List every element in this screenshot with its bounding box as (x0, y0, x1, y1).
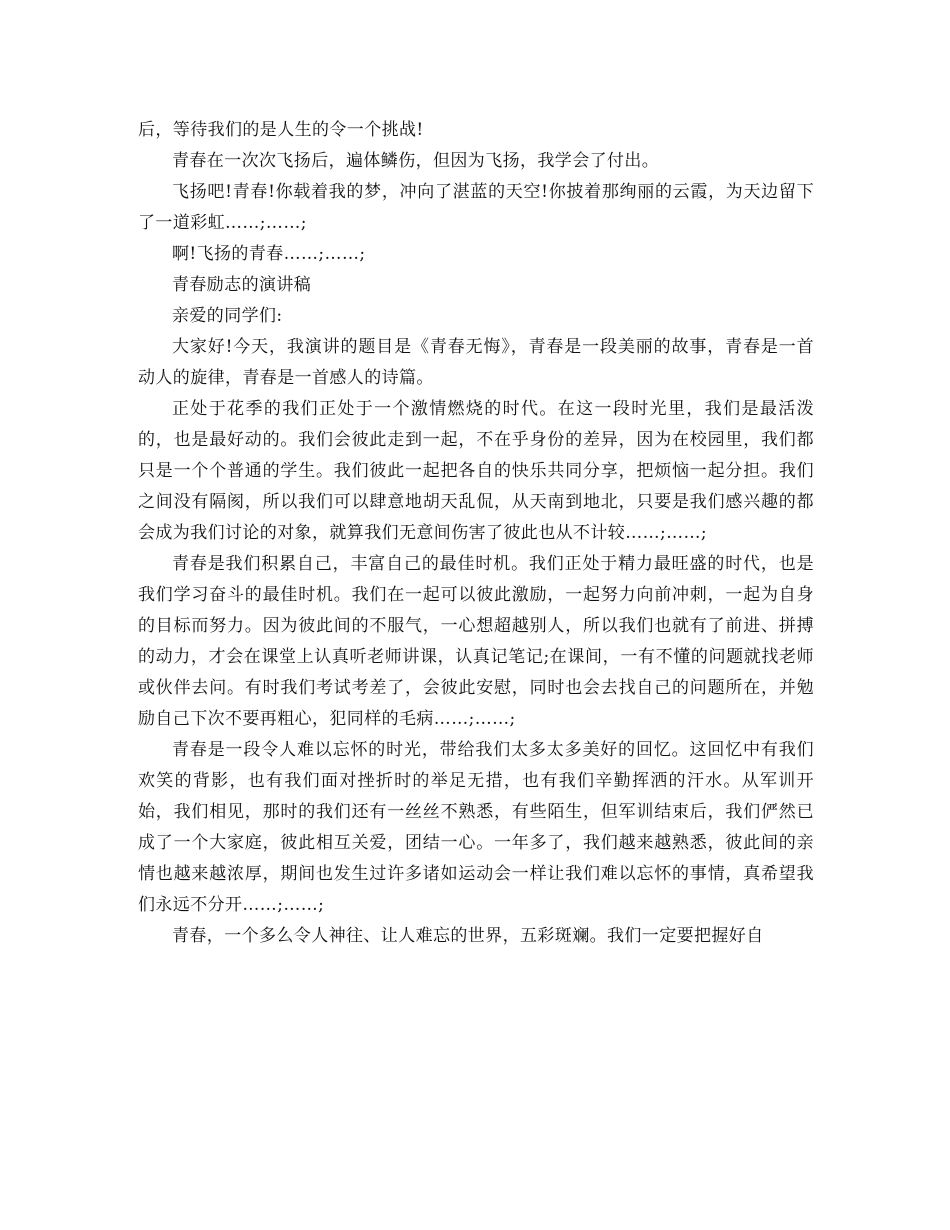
paragraph: 正处于花季的我们正处于一个激情燃烧的时代。在这一段时光里，我们是最活泼的，也是最好动的。我们会彼此走到一起，不在乎身份的差异，因为在校园里，我们都只是一个个普通的学生。我们彼此一起把各自的快乐共同分享，把烦恼一起分担。我们之间没有隔阂，所以我们可以肆意地胡天乱侃，从天南到地北，只要是我们感兴趣的都会成为我们讨论的对象，就算我们无意间伤害了彼此也从不计较……;……; (138, 399, 814, 543)
paragraph: 青春是我们积累自己，丰富自己的最佳时机。我们正处于精力最旺盛的时代，也是我们学习奋斗的最佳时机。我们在一起可以彼此激励，一起努力向前冲刺，一起为自身的目标而努力。因为彼此间的不服气，一心想超越别人，所以我们也就有了前进、拼搏的动力，才会在课堂上认真听老师讲课，认真记笔记;在课间，一有不懂的问题就找老师或伙伴去问。有时我们考试考差了，会彼此安慰，同时也会去找自己的问题所在，并勉励自己下次不要再粗心，犯同样的毛病……;……; (138, 554, 814, 729)
paragraph: 青春，一个多么令人神往、让人难忘的世界，五彩斑斓。我们一定要把握好自 (172, 926, 764, 946)
document-body (138, 115, 814, 952)
salutation: 亲爱的同学们: (172, 306, 283, 326)
section-title: 青春励志的演讲稿 (172, 275, 312, 295)
paragraph: 啊!飞扬的青春……;……; (172, 244, 366, 264)
paragraph: 飞扬吧!青春!你载着我的梦，冲向了湛蓝的天空!你披着那绚丽的云霞，为天边留下了一道彩虹……;……; (138, 182, 814, 233)
paragraph-continuation: 后，等待我们的是人生的令一个挑战! (138, 120, 424, 140)
paragraph: 青春在一次次飞扬后，遍体鳞伤，但因为飞扬，我学会了付出。 (172, 151, 660, 171)
paragraph: 青春是一段令人难以忘怀的时光，带给我们太多太多美好的回忆。这回忆中有我们欢笑的背影，也有我们面对挫折时的举足无措，也有我们辛勤挥洒的汗水。从军训开始，我们相见，那时的我们还有一丝丝不熟悉，有些陌生，但军训结束后，我们俨然已成了一个大家庭，彼此相互关爱，团结一心。一年多了，我们越来越熟悉，彼此间的亲情也越来越浓厚，期间也发生过许多诸如运动会一样让我们难以忘怀的事情，真希望我们永远不分开……;……; (138, 740, 814, 915)
paragraph: 大家好!今天，我演讲的题目是《青春无悔》，青春是一段美丽的故事，青春是一首动人的旋律，青春是一首感人的诗篇。 (138, 337, 814, 388)
